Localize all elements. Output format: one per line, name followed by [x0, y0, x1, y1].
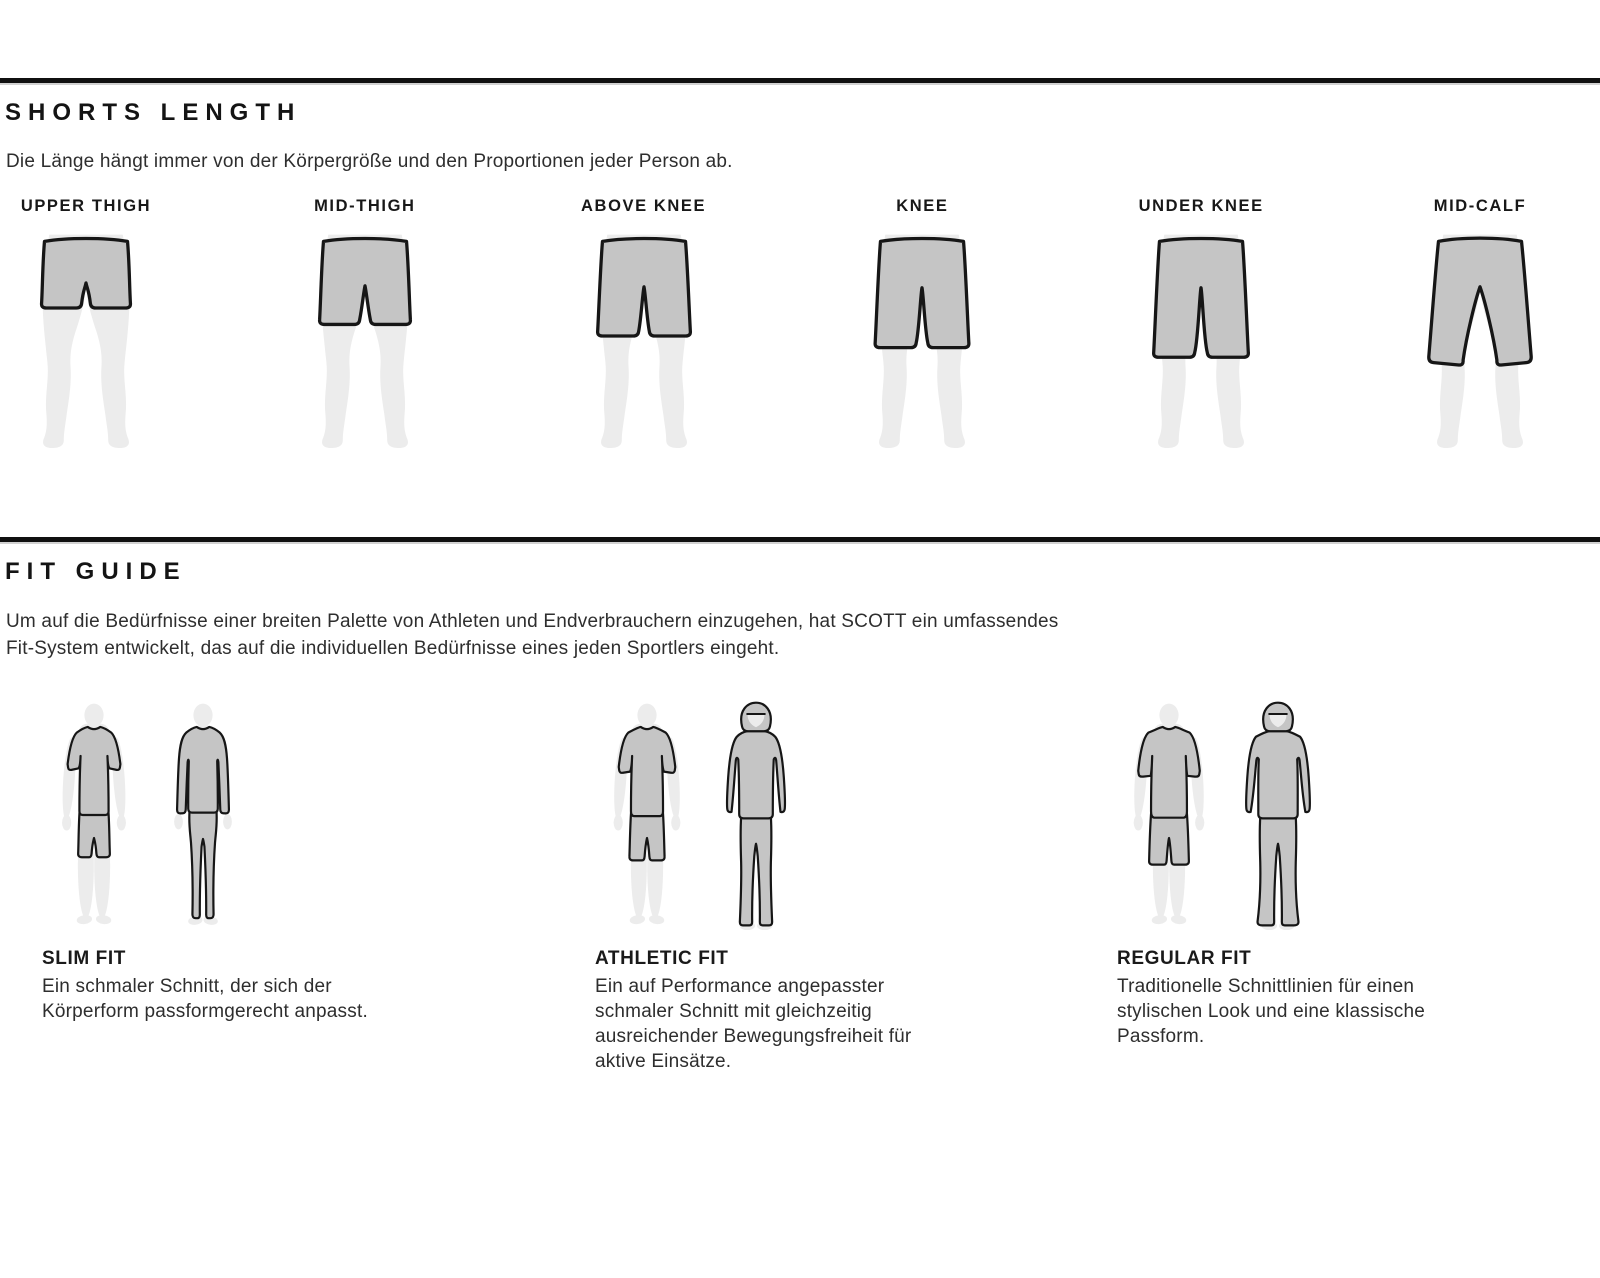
shorts-length-label: KNEE: [896, 197, 949, 215]
shorts-length-item: [836, 197, 1008, 449]
fit-description: Ein auf Performance angepasster schmaler Schnitt mit gleichzeitig ausreichender Bewegungsfreiheit für aktive Einsätze.: [595, 976, 912, 1072]
fit-description: Traditionelle Schnittlinien für einen stylischen Look und eine klassische Passform.: [1117, 976, 1426, 1047]
shorts-length-item: [1115, 197, 1287, 449]
shorts-length-title: SHORTS LENGTH: [5, 99, 302, 126]
shorts-length-row: [0, 197, 1566, 449]
fit-guide-row: [0, 700, 1600, 1074]
fit-guide-section: [0, 537, 1600, 1074]
fit-guide-intro: Um auf die Bedürfnisse einer breiten Palette von Athleten und Endverbrauchern einzugehen, hat SCOTT ein umfassendes Fit-System entwickelt, das auf die individuellen Bedürfnisse eines jeden Sportlers eingeht.: [6, 611, 1059, 659]
tshirt-shorts-slim-icon: [46, 700, 142, 930]
tshirt-shorts-athletic-icon: [599, 700, 695, 930]
fit-description: Ein schmaler Schnitt, der sich der Körperform passformgerecht anpasst.: [42, 976, 368, 1022]
hoodie-pants-regular-icon: [1230, 700, 1326, 930]
upper-thigh-figure: [0, 225, 173, 449]
legs-icon: [278, 225, 452, 449]
mid-calf-figure: [1393, 225, 1567, 449]
shorts-length-subtitle: Die Länge hängt immer von der Körpergröße und den Proportionen jeder Person ab.: [6, 151, 733, 172]
knee-figure: [835, 225, 1009, 449]
shorts-length-label: ABOVE KNEE: [581, 197, 707, 215]
longsleeve-tights-slim-icon: [155, 700, 251, 930]
shorts-length-label: MID-CALF: [1433, 197, 1527, 215]
hoodie-pants-athletic-icon: [708, 700, 804, 930]
section-divider: [0, 537, 1600, 542]
fit-figures: [599, 700, 1117, 930]
section-divider: [0, 78, 1600, 83]
legs-icon: [1114, 225, 1288, 449]
fit-figures: [1121, 700, 1600, 930]
fit-column: [595, 700, 1117, 1074]
legs-icon: [1393, 225, 1567, 449]
fit-name: REGULAR FIT: [1117, 948, 1252, 969]
shorts-length-item: [1394, 197, 1566, 449]
shorts-length-label: UNDER KNEE: [1138, 197, 1264, 215]
under-knee-figure: [1114, 225, 1288, 449]
mid-thigh-figure: [278, 225, 452, 449]
fit-figures: [46, 700, 595, 930]
legs-icon: [557, 225, 731, 449]
fit-column: [1117, 700, 1600, 1074]
shorts-length-label: MID-THIGH: [314, 197, 416, 215]
legs-icon: [835, 225, 1009, 449]
shorts-length-item: [0, 197, 172, 449]
shorts-length-item: [558, 197, 730, 449]
fit-guide-title: FIT GUIDE: [5, 558, 187, 585]
fit-column: [42, 700, 595, 1074]
fit-name: SLIM FIT: [42, 948, 126, 969]
shorts-length-item: [279, 197, 451, 449]
fit-name: ATHLETIC FIT: [595, 948, 729, 969]
shorts-length-label: UPPER THIGH: [20, 197, 152, 215]
tshirt-shorts-regular-icon: [1121, 700, 1217, 930]
shorts-length-section: [0, 78, 1600, 449]
above-knee-figure: [557, 225, 731, 449]
legs-icon: [0, 225, 173, 449]
